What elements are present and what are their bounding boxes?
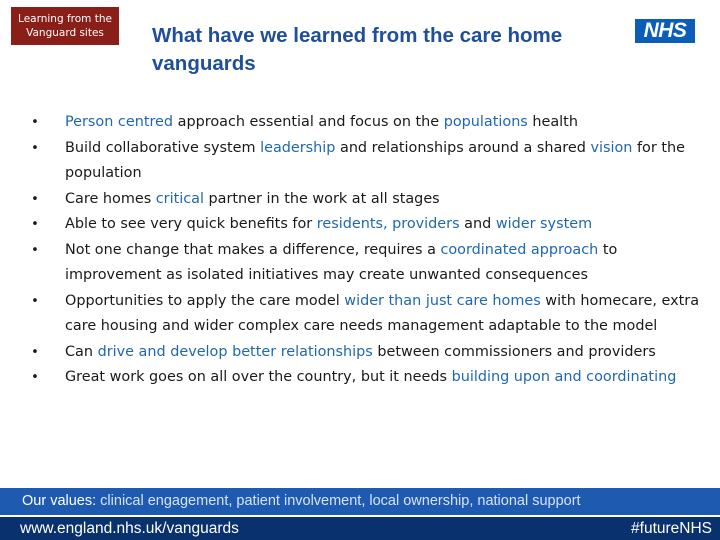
bullet-dot-icon: •	[31, 344, 39, 360]
highlighted-text: leadership	[260, 139, 336, 156]
bullet-text: Able to see very quick benefits for	[65, 216, 317, 232]
highlighted-text: critical	[155, 190, 204, 207]
bullet-text: Opportunities to apply the care model	[65, 292, 345, 309]
bullet-dot-icon: •	[31, 191, 39, 207]
bullet-dot-icon: •	[31, 293, 39, 309]
bullet-dot-icon: •	[31, 115, 39, 130]
highlighted-text: vision	[590, 139, 633, 156]
bullet-text: and	[459, 216, 496, 232]
values-label: Our values:	[22, 493, 97, 509]
footer-url[interactable]: www.england.nhs.uk/vanguards	[20, 520, 239, 537]
bullet-text: between commissioners and providers	[372, 343, 656, 360]
bullet-dot-icon: •	[31, 140, 39, 156]
bullet-text: partner in the work at all stages	[203, 190, 440, 207]
highlighted-text: coordinated approach	[440, 241, 599, 258]
highlighted-text: wider system	[495, 216, 593, 232]
bullet-text: with homecare, extra care housing and wider complex care needs management adaptable to the model	[65, 292, 700, 334]
bullet-text: Can	[65, 343, 98, 360]
bullet-item	[30, 187, 700, 213]
bullet-text: for the population	[65, 139, 685, 181]
highlighted-text: drive and develop better relationships	[97, 343, 373, 360]
bullet-list	[30, 110, 700, 391]
highlighted-text: wider than just care homes	[344, 292, 541, 309]
bullet-text: Care homes	[65, 190, 156, 207]
highlighted-text: populations	[443, 114, 528, 130]
bullet-text: Great work goes on all over the country, but it needs	[65, 369, 452, 385]
nhs-logo: NHS	[635, 19, 695, 43]
bullet-item	[30, 238, 700, 289]
section-tag: Learning from the Vanguard sites	[11, 7, 119, 45]
highlighted-text: building upon and coordinating	[451, 369, 677, 385]
bullet-text: Build collaborative system	[65, 139, 261, 156]
bullet-item	[30, 340, 700, 366]
footer-hashtag: #futureNHS	[631, 520, 712, 537]
bullet-item	[30, 136, 700, 187]
bullet-text: approach essential and focus on the	[173, 114, 444, 130]
bullet-dot-icon: •	[31, 242, 39, 258]
bullet-text: to improvement as isolated initiatives may create unwanted consequences	[65, 241, 618, 283]
bullet-item	[30, 289, 700, 340]
footer-bar	[0, 517, 720, 540]
bullet-dot-icon: •	[31, 217, 39, 232]
values-text: clinical engagement, patient involvement, local ownership, national support	[96, 493, 581, 509]
values-bar	[0, 488, 720, 515]
bullet-item	[30, 212, 700, 238]
bullet-text: and relationships around a shared	[335, 139, 591, 156]
highlighted-text: residents, providers	[316, 216, 460, 232]
page-title: What have we learned from the care home vanguards	[152, 24, 563, 75]
bullet-text: health	[527, 114, 578, 130]
bullet-item	[30, 365, 700, 391]
bullet-item	[30, 110, 700, 136]
highlighted-text: Person centred	[65, 114, 174, 130]
bullet-dot-icon: •	[31, 370, 39, 385]
bullet-text: Not one change that makes a difference, requires a	[65, 241, 441, 258]
